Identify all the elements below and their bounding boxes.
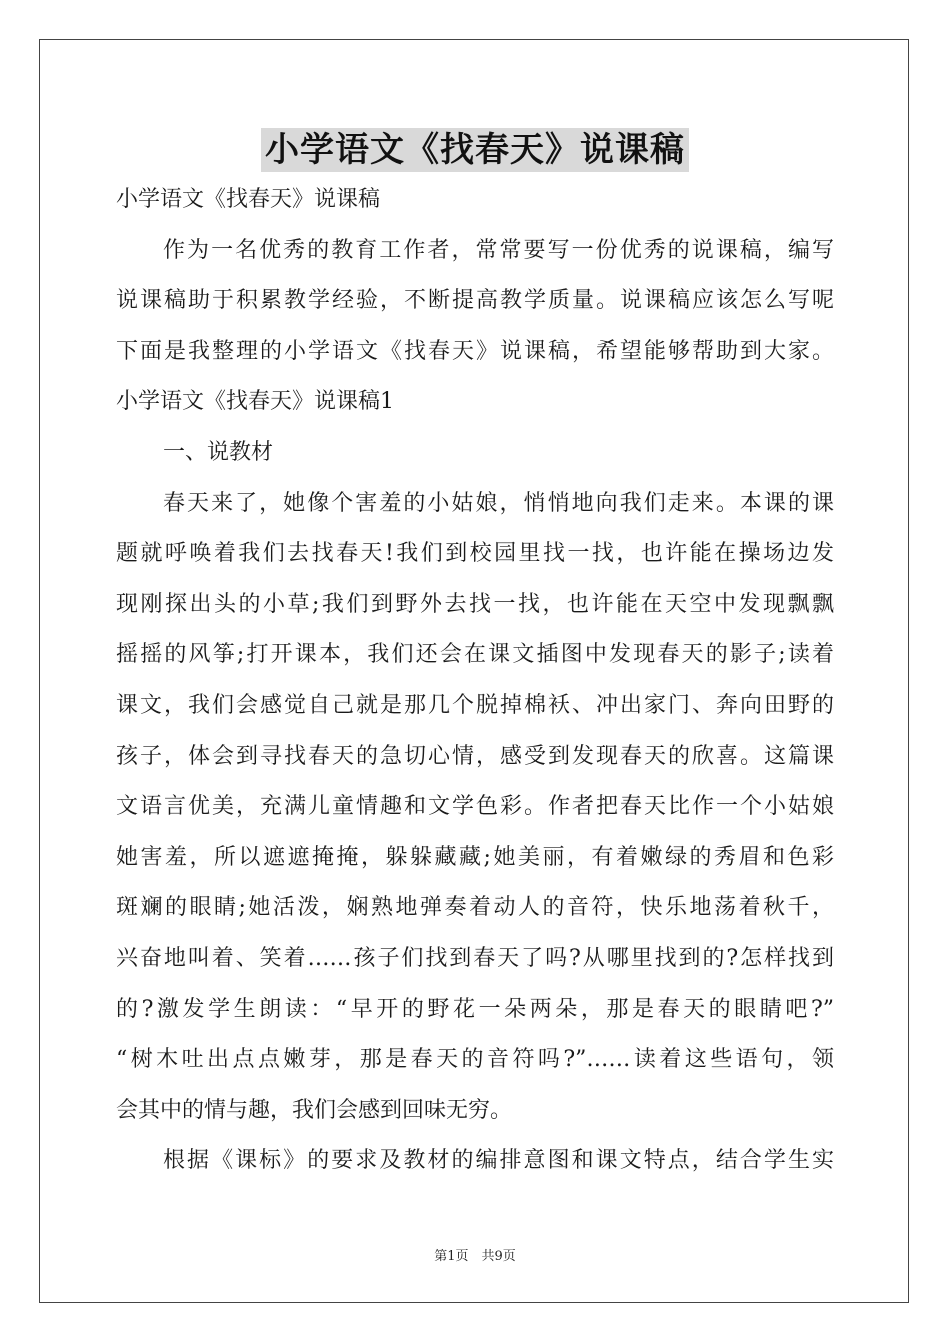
page-footer: 第1页 共9页 xyxy=(434,1249,516,1264)
text-line: 孩子，体会到寻找春天的急切心情，感受到发现春天的欣喜。这篇课 xyxy=(116,743,834,769)
text-line: 的?激发学生朗读：“早开的野花一朵两朵，那是春天的眼睛吧?” xyxy=(116,996,834,1022)
text-line: 根据《课标》的要求及教材的编排意图和课文特点，结合学生实 xyxy=(163,1148,834,1174)
text-line: 斑斓的眼睛;她活泼，娴熟地弹奏着动人的音符，快乐地荡着秋千， xyxy=(116,895,834,921)
text-line: 小学语文《找春天》说课稿1 xyxy=(116,389,394,415)
text-line: 小学语文《找春天》说课稿 xyxy=(116,187,381,212)
text-line: 课文，我们会感觉自己就是那几个脱掉棉袄、冲出家门、奔向田野的 xyxy=(116,692,834,718)
text-line: 说课稿助于积累教学经验，不断提高教学质量。说课稿应该怎么写呢 xyxy=(116,288,834,314)
text-line: 作为一名优秀的教育工作者，常常要写一份优秀的说课稿，编写 xyxy=(163,237,834,263)
text-line: “树木吐出点点嫩芽，那是春天的音符吗?”……读着这些语句，领 xyxy=(116,1047,834,1073)
document-title: 小学语文《找春天》说课稿 xyxy=(261,128,689,172)
text-line: 一、说教材 xyxy=(163,439,274,465)
text-line: 会其中的情与趣，我们会感到回味无穷。 xyxy=(116,1097,513,1123)
text-line: 题就呼唤着我们去找春天!我们到校园里找一找，也许能在操场边发 xyxy=(116,541,834,567)
text-line: 春天来了，她像个害羞的小姑娘，悄悄地向我们走来。本课的课 xyxy=(163,490,834,516)
text-line: 兴奋地叫着、笑着……孩子们找到春天了吗?从哪里找到的?怎样找到 xyxy=(116,945,834,971)
title-wrap xyxy=(0,128,950,172)
document-body xyxy=(116,177,834,1189)
text-line: 她害羞，所以遮遮掩掩，躲躲藏藏;她美丽，有着嫩绿的秀眉和色彩 xyxy=(116,844,834,870)
text-line: 下面是我整理的小学语文《找春天》说课稿，希望能够帮助到大家。 xyxy=(116,338,834,364)
text-line: 文语言优美，充满儿童情趣和文学色彩。作者把春天比作一个小姑娘 xyxy=(116,794,834,820)
text-line: 摇摇的风筝;打开课本，我们还会在课文插图中发现春天的影子;读着 xyxy=(116,642,834,668)
text-line: 现刚探出头的小草;我们到野外去找一找，也许能在天空中发现飘飘 xyxy=(116,591,834,617)
